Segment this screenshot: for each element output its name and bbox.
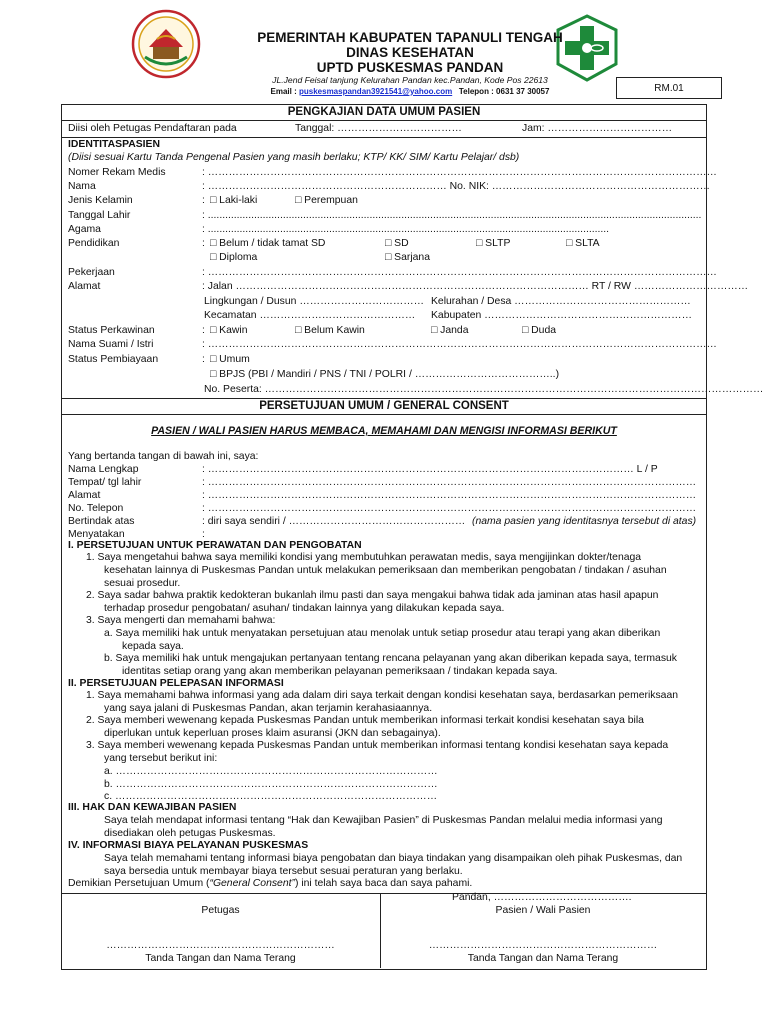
officer-signature-caption: Tanda Tangan dan Nama Terang [145,953,296,964]
field-medical-record[interactable]: : ………………………………………………………………………………………………………………………………… [202,167,717,178]
consent-II-2: diperlukan untuk keperluan proses klaim asuransi (JKN dan sebagainya). [104,728,441,739]
checkbox-edu-sltp[interactable]: □ SLTP [476,238,510,249]
divider [61,120,707,121]
closing-general-consent: “General Consent” [209,878,295,889]
label-payment-status: Status Pembiayaan [68,354,159,365]
divider [61,414,707,415]
field-spouse-name[interactable]: : ………………………………………………………………………………………………………………………………… [202,339,717,350]
field-birthplace-date[interactable]: : …………………………………………………………………………………………………………………………… [202,477,697,488]
consent-II-3: 3. Saya memberi wewenang kepada Puskesmas Pandan untuk memberikan informasi tentang kondisi kesehatan saya kepada [86,740,669,751]
form-code: RM.01 [654,82,684,94]
header-address: JL.Jend Feisal tanjung Kelurahan Pandan kec.Pandan, Kode Pos 22613 [272,75,548,85]
consent-I-title: I. PERSETUJUAN UNTUK PERAWATAN DAN PENGOBATAN [68,540,362,551]
section-patient-data-title: PENGKAJIAN DATA UMUM PASIEN [287,106,481,118]
consent-I-3b: b. Saya memiliki hak untuk mengajukan pertanyaan tentang rencana pelayanan yang akan diberikan kepada saya, termasuk [104,653,678,664]
colon: : [202,195,205,206]
colon: : [202,354,205,365]
date-field[interactable]: Tanggal: ……………………………… [295,123,462,134]
label-phone: No. Telepon [68,503,124,514]
checkbox-edu-slta[interactable]: □ SLTA [566,238,600,249]
label-declares: Menyatakan [68,529,125,540]
consent-III-text: Saya telah mendapat informasi tentang “Hak dan Kewajiban Pasien” di Puskesmas Pandan melalui media informasi yang [104,815,663,826]
checkbox-widow[interactable]: □ Janda [431,325,468,336]
consent-II-title: II. PERSETUJUAN PELEPASAN INFORMASI [68,678,284,689]
filled-by-text: Diisi oleh Petugas Pendaftaran pada [68,123,237,134]
checkbox-female[interactable]: □ Perempuan [295,195,358,206]
identity-title: IDENTITASPASIEN [68,139,160,150]
divider [61,398,707,399]
colon: : [202,238,205,249]
field-consent-address[interactable]: : …………………………………………………………………………………………………………………………… [202,490,697,501]
label-consent-address: Alamat [68,490,101,501]
consent-I-1: kesehatan lainnya di Puskesmas Pandan untuk melakukan pemeriksaan dan memberikan pengobatan / tindakan / asuhan [104,565,667,576]
email-link[interactable]: puskesmaspandan3921541@yahoo.com [299,87,453,96]
consent-I-2: terhadap prosedur pengobatan/ asuhan/ tindakan lainnya yang dilakukan kepada saya. [104,603,505,614]
header-puskesmas: UPTD PUSKESMAS PANDAN [316,60,504,75]
checkbox-edu-diploma[interactable]: □ Diploma [210,252,257,263]
patient-title: Pasien / Wali Pasien [495,905,591,916]
field-name-nik[interactable]: : …………………………………………………………… No. NIK: ……………………………………………………… [202,181,710,192]
label-marital-status: Status Perkawinan [68,325,155,336]
consent-I-1: sesuai prosedur. [104,578,181,589]
closing-statement [68,878,472,889]
consent-IV-text: Saya telah memahami tentang informasi biaya pengobatan dan biaya tindakan yang disampaikan oleh pihak Puskesmas, dan [104,853,683,864]
checkbox-edu-sarjana[interactable]: □ Sarjana [385,252,430,263]
consent-I-3b: identitas setiap orang yang akan memberikan pelayanan pemeriksaan / tindakan kepada saya. [122,666,558,677]
label-gender: Jenis Kelamin [68,195,133,206]
header-government: PEMERINTAH KABUPATEN TAPANULI TENGAH [257,30,563,45]
consent-II-2: 2. Saya memberi wewenang kepada Puskesmas Pandan untuk memberikan informasi terkait kondisi kesehatan saya bila [86,715,644,726]
patient-signature-caption: Tanda Tangan dan Nama Terang [467,953,619,964]
section-general-consent-title: PERSETUJUAN UMUM / GENERAL CONSENT [259,400,509,412]
consent-I-1: 1. Saya mengetahui bahwa saya memiliki kondisi yang membutuhkan perawatan medis, saya mengijinkan dokter/tenaga [86,552,642,563]
header-department: DINAS KESEHATAN [346,45,474,60]
place-date-field[interactable]: Pandan, …………………………………. [452,892,632,903]
field-release-a[interactable]: a. ………………………………………………………………………………… [104,766,438,777]
field-release-c[interactable]: c. ………………………………………………………………………………… [104,791,438,802]
field-occupation[interactable]: : ………………………………………………………………………………………………………………………………… [202,267,717,278]
checkbox-payment-general[interactable]: □ Umum [210,354,250,365]
consent-I-3a: kepada saya. [122,641,184,652]
checkbox-male[interactable]: □ Laki-laki [210,195,257,206]
consent-subtitle: PASIEN / WALI PASIEN HARUS MEMBACA, MEMAHAMI DAN MENGISI INFORMASI BERIKUT [151,425,617,437]
acting-for-note: (nama pasien yang identitasnya tersebut di atas) [472,516,697,527]
closing-text: Demikian Persetujuan Umum ( [68,878,210,889]
consent-I-3: 3. Saya mengerti dan memahami bahwa: [86,615,276,626]
label-education: Pendidikan [68,238,120,249]
consent-IV-title: IV. INFORMASI BIAYA PELAYANAN PUSKESMAS [68,840,309,851]
email-label: Email : [270,87,297,96]
field-phone[interactable]: : …………………………………………………………………………………………………………………………… [202,503,697,514]
label-occupation: Pekerjaan [68,267,115,278]
field-acting-for[interactable]: : diri saya sendiri / …………………………………………… [202,516,466,527]
closing-text: ) ini telah saya baca dan saya pahami. [294,878,473,889]
officer-title: Petugas [201,905,240,916]
patient-signature-line[interactable]: ………………………………………………………… [428,940,658,951]
consent-IV-text: saya bersedia untuk membayar biaya tersebut sesuai peraturan yang berlaku. [104,866,463,877]
consent-II-1: 1. Saya memahami bahwa informasi yang ada dalam diri saya terkait dengan kondisi kesehatan saya, berdasarkan pemeriksaan [86,690,679,701]
label-birthplace-date: Tempat/ tgl lahir [68,477,142,488]
field-address-kecamatan[interactable]: Kecamatan ……………………………………… [204,310,416,321]
phone-text: Telepon : 0631 37 30057 [458,87,550,96]
label-address: Alamat [68,281,101,292]
checkbox-payment-bpjs[interactable]: □ BPJS (PBI / Mandiri / PNS / TNI / POLRI / …………………………………..) [210,369,559,380]
identity-note: (Diisi sesuai Kartu Tanda Pengenal Pasien yang masih berlaku; KTP/ KK/ SIM/ Kartu Pelajar/ dsb) [68,152,520,163]
checkbox-edu-none[interactable]: □ Belum / tidak tamat SD [210,238,325,249]
checkbox-edu-sd[interactable]: □ SD [385,238,409,249]
label-full-name: Nama Lengkap [68,464,139,475]
field-release-b[interactable]: b. ………………………………………………………………………………… [104,779,438,790]
time-field[interactable]: Jam: ……………………………… [522,123,673,134]
form-code-box [616,77,722,99]
field-participant-number[interactable]: No. Peserta: ……………………………………………………………………………………………………………………………… [204,384,764,395]
divider [61,137,707,138]
field-address-street[interactable]: : Jalan ………………………………………………………………………………………… RT / RW …………………………… [202,281,749,292]
field-address-kabupaten[interactable]: Kabupaten …………………………………………………… [431,310,692,321]
checkbox-unmarried[interactable]: □ Belum Kawin [295,325,365,336]
consent-III-text: disediakan oleh petugas Puskesmas. [104,828,276,839]
label-spouse-name: Nama Suami / Istri [68,339,154,350]
label-religion: Agama [68,224,101,235]
header-contact [150,87,670,96]
checkbox-married[interactable]: □ Kawin [210,325,247,336]
consent-II-1: yang saya jalani di Puskesmas Pandan, akan terjamin kerahasiaannya. [104,703,433,714]
consent-intro: Yang bertanda tangan di bawah ini, saya: [68,451,259,462]
label-name: Nama [68,181,96,192]
consent-II-3: yang tersebut berikut ini: [104,753,218,764]
field-full-name[interactable]: : …………………………………………………………………………………………………………… L / P [202,464,658,475]
field-religion[interactable]: : ........................................................................................................................................... [202,224,610,235]
consent-I-2: 2. Saya sadar bahwa praktik kedokteran bukanlah ilmu pasti dan saya mengakui bahwa tidak ada jaminan atas hasil apapun [86,590,659,601]
officer-signature-line[interactable]: ………………………………………………………… [106,940,335,951]
label-acting-for: Bertindak atas [68,516,135,527]
field-address-kelurahan[interactable]: Kelurahan / Desa …………………………………………… [431,296,691,307]
field-address-dusun[interactable]: Lingkungan / Dusun ……………………………… [204,296,425,307]
colon: : [202,529,205,540]
field-birth-date[interactable]: : ........................................................................................................................................................................... [202,210,702,221]
checkbox-widower[interactable]: □ Duda [522,325,556,336]
consent-III-title: III. HAK DAN KEWAJIBAN PASIEN [68,802,237,813]
colon: : [202,325,205,336]
consent-I-3a: a. Saya memiliki hak untuk menyatakan persetujuan atau menolak untuk setiap prosedur atau terapi yang akan diberikan [104,628,661,639]
label-birth-date: Tanggal Lahir [68,210,131,221]
label-medical-record: Nomer Rekam Medis [68,167,166,178]
